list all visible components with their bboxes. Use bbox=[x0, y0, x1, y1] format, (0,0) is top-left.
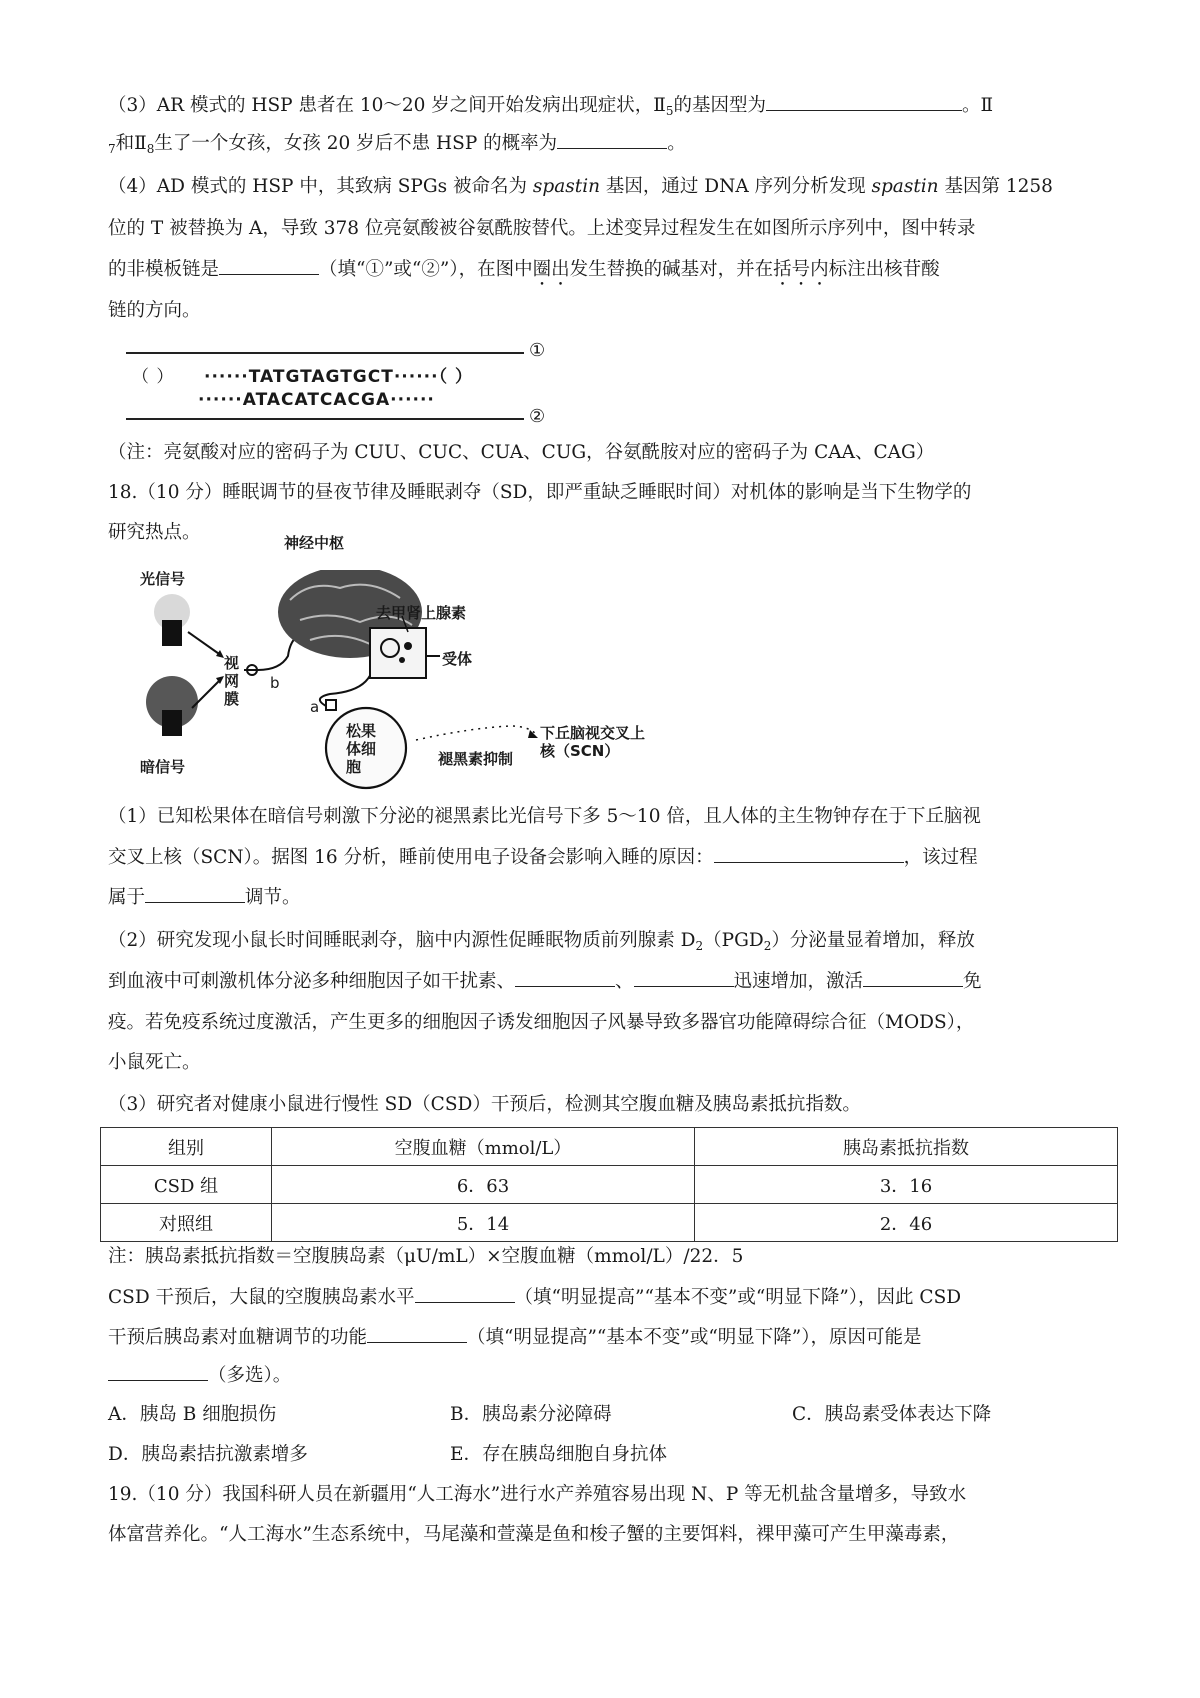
dna-sequence-figure bbox=[126, 340, 546, 427]
option-c: C．胰岛素受体表达下降 bbox=[792, 1404, 992, 1425]
scn-label: 下丘脑视交叉上核（SCN） bbox=[540, 724, 646, 760]
answer-blank[interactable] bbox=[219, 256, 319, 275]
table-cell: 3．16 bbox=[695, 1166, 1118, 1204]
q18-part2-line1: （2）研究发现小鼠长时间睡眠剥夺，脑中内源性促睡眠物质前列腺素 $D_2(PGD_2)$分泌量显着增加，释放 bbox=[108, 930, 975, 953]
strand-1-line bbox=[126, 352, 524, 354]
q18-part3-line3: （多选）。 bbox=[108, 1362, 291, 1389]
dark-arrow bbox=[192, 678, 222, 708]
q18-intro-line2: 研究热点。 bbox=[108, 522, 201, 543]
q19-line2: 体富营养化。“人工海水”生态系统中，马尾藻和萱藻是鱼和梭子蟹的主要饵料，裸甲藻可产生甲藻毒素， bbox=[108, 1524, 960, 1545]
option-e: E．存在胰岛细胞自身抗体 bbox=[450, 1444, 668, 1465]
strand-1-label: ① bbox=[529, 340, 546, 361]
q17-part4-line1: （4）AD 模式的 HSP 中，其致病 SPGs 被命名为 spastin 基因，通过 DNA 序列分析发现 spastin 基因第 1258 bbox=[108, 176, 1053, 197]
table-row bbox=[101, 1166, 1118, 1204]
answer-blank[interactable] bbox=[367, 1324, 467, 1343]
q19-line1: 19.（10 分）我国科研人员在新疆用“人工海水”进行水产养殖容易出现 N、P 等无机盐含量增多，导致水 bbox=[108, 1484, 967, 1505]
glucose-insulin-table bbox=[100, 1127, 1118, 1242]
retina-label: 视网膜 bbox=[224, 654, 240, 708]
q18-part3-intro: （3）研究者对健康小鼠进行慢性 SD（CSD）干预后，检测其空腹血糖及胰岛素抵抗指数。 bbox=[108, 1094, 861, 1115]
q18-part3-line2: 干预后胰岛素对血糖调节的功能 （填“明显提高”“基本不变”或“明显下降”），原因可能是 bbox=[108, 1324, 922, 1351]
dark-bulb-icon bbox=[162, 710, 182, 736]
answer-blank[interactable] bbox=[108, 1362, 208, 1381]
answer-blank[interactable] bbox=[634, 968, 734, 987]
answer-blank[interactable] bbox=[863, 968, 963, 987]
option-d: D．胰岛素拮抗激素增多 bbox=[108, 1444, 308, 1465]
table-cell: 2．46 bbox=[695, 1204, 1118, 1242]
strand-1-sequence: ······TATGTAGTGCT······（ ） bbox=[204, 367, 473, 387]
q18-intro-line1: 18.（10 分）睡眠调节的昼夜节律及睡眠剥夺（SD，即严重缺乏睡眠时间）对机体的影响是当下生物学的 bbox=[108, 482, 972, 503]
codon-note: （注：亮氨酸对应的密码子为 CUU、CUC、CUA、CUG，谷氨酰胺对应的密码子为 CAA、CAG） bbox=[108, 442, 935, 463]
answer-blank[interactable] bbox=[415, 1284, 515, 1303]
strand-2-line bbox=[126, 418, 524, 420]
light-signal-label: 光信号 bbox=[140, 570, 186, 588]
q18-part2-line2: 到血液中可刺激机体分泌多种细胞因子如干扰素、 、 迅速增加，激活 免 bbox=[108, 968, 982, 995]
strand-2-sequence: ······ATACATCACGA······ bbox=[198, 390, 435, 410]
table-header-cell: 胰岛素抵抗指数 bbox=[695, 1128, 1118, 1166]
q18-part2-line4: 小鼠死亡。 bbox=[108, 1052, 201, 1073]
label-a: a bbox=[310, 698, 320, 716]
table-row bbox=[101, 1204, 1118, 1242]
nerve-center-label: 神经中枢 bbox=[284, 534, 345, 552]
q18-part1-line1: （1）已知松果体在暗信号刺激下分泌的褪黑素比光信号下多 5～10 倍，且人体的主生物钟存在于下丘脑视 bbox=[108, 806, 981, 827]
q18-part1-line3: 属于 调节。 bbox=[108, 884, 301, 911]
answer-blank[interactable] bbox=[515, 968, 615, 987]
answer-blank[interactable] bbox=[766, 92, 962, 111]
answer-blank[interactable] bbox=[714, 844, 904, 863]
q17-part3-line1: （3）AR 模式的 HSP 患者在 10～20 岁之间开始发病出现症状，$Ⅱ_5$的基因型为 。Ⅱ bbox=[108, 92, 993, 119]
table-header-cell: 空腹血糖（mmol/L） bbox=[272, 1128, 695, 1166]
q18-part1-line2: 交叉上核（SCN）。据图 16 分析，睡前使用电子设备会影响入睡的原因： ，该过程 bbox=[108, 844, 978, 871]
table-note: 注：胰岛素抵抗指数＝空腹胰岛素（μU/mL）×空腹血糖（mmol/L）/22．5 bbox=[108, 1246, 744, 1267]
light-bulb-icon bbox=[162, 620, 182, 646]
q18-part3-line1: CSD 干预后，大鼠的空腹胰岛素水平 （填“明显提高”“基本不变”或“明显下降”），因此 CSD bbox=[108, 1284, 961, 1311]
pineal-cell-label: 松果体细胞 bbox=[346, 722, 377, 776]
table-header-row bbox=[101, 1128, 1118, 1166]
label-b: b bbox=[270, 674, 280, 692]
answer-blank[interactable] bbox=[145, 884, 245, 903]
q17-part4-line4: 链的方向。 bbox=[108, 300, 201, 321]
table-cell: CSD 组 bbox=[101, 1166, 272, 1204]
table-cell: 6．63 bbox=[272, 1166, 695, 1204]
melatonin-inhibit-label: 褪黑素抑制 bbox=[438, 750, 514, 768]
q17-part4-line2: 位的 T 被替换为 A，导致 378 位亮氨酸被谷氨酰胺替代。上述变异过程发生在如图所示序列中，图中转录 bbox=[108, 218, 976, 239]
receptor-label: 受体 bbox=[442, 650, 473, 668]
strand-2-label: ② bbox=[529, 406, 546, 427]
norepinephrine-label: 去甲肾上腺素 bbox=[376, 604, 467, 622]
q18-part2-line3: 疫。若免疫系统过度激活，产生更多的细胞因子诱发细胞因子风暴导致多器官功能障碍综合征（MODS）， bbox=[108, 1012, 975, 1033]
option-a: A．胰岛 B 细胞损伤 bbox=[108, 1404, 277, 1425]
table-cell: 对照组 bbox=[101, 1204, 272, 1242]
answer-blank[interactable] bbox=[557, 130, 667, 149]
left-direction-bracket[interactable]: （ ） bbox=[132, 367, 175, 387]
light-arrow bbox=[188, 632, 222, 656]
table-header-cell: 组别 bbox=[101, 1128, 272, 1166]
q17-part3-line2: $_7$和$Ⅱ_8$生了一个女孩，女孩 20 岁后不患 HSP 的概率为 。 bbox=[108, 130, 686, 157]
sleep-regulation-figure bbox=[140, 534, 700, 790]
dark-signal-label: 暗信号 bbox=[140, 758, 186, 776]
table-cell: 5．14 bbox=[272, 1204, 695, 1242]
option-b: B．胰岛素分泌障碍 bbox=[450, 1404, 612, 1425]
q17-part4-line3: 的非模板链是 （填“①”或“②”），在图中圈出发生替换的碱基对，并在括号内标注出核苷酸 bbox=[108, 256, 940, 290]
